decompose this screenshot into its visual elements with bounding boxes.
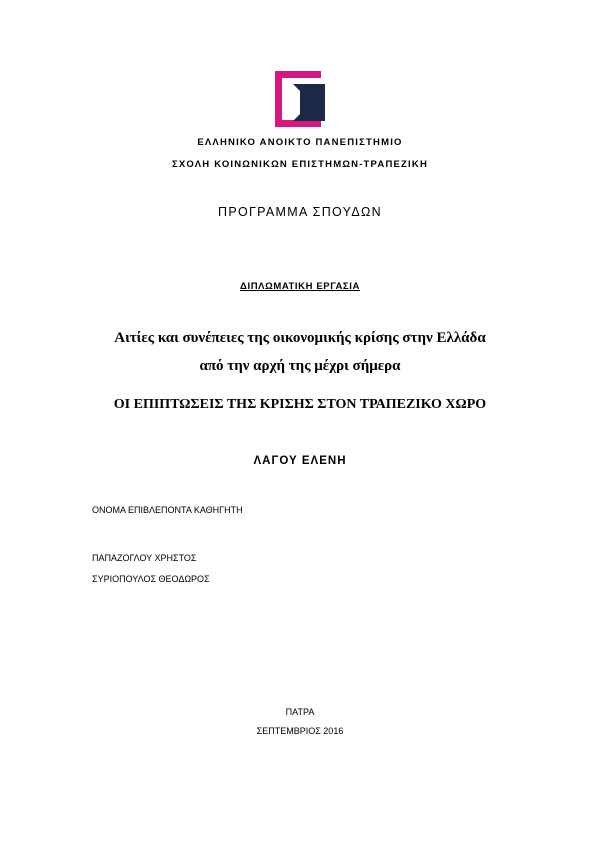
document-subtitle: ΟΙ ΕΠΙΠΤΩΣΕΙΣ ΤΗΣ ΚΡΙΣΗΣ ΣΤΟΝ ΤΡΑΠΕΖΙΚΟ ΧΩΡΟ [113,397,487,412]
supervisor-name: ΣΥΡΙΟΠΟΥΛΟΣ ΘΕΟΔΩΡΟΣ [92,574,210,584]
title-line-1: Αιτίες και συνέπειες της οικονομικής κρίσης στην Ελλάδα [114,330,486,346]
supervisor-name: ΠΑΠΑΖΟΓΛΟΥ ΧΡΗΣΤΟΣ [92,553,197,563]
title-line-2: από την αρχή της μέχρι σήμερα [199,358,401,374]
university-name: ΕΛΛΗΝΙΚΟ ΑΝΟΙΚΤΟ ΠΑΝΕΠΙΣΤΗΜΙΟ [197,137,403,148]
program-name: ΠΡΟΓΡΑΜΜΑ ΣΠΟΥΔΩΝ [218,205,382,219]
city: ΠΑΤΡΑ [285,707,315,717]
document-type-label: ΔΙΠΛΩΜΑΤΙΚΗ ΕΡΓΑΣΙΑ [240,281,360,292]
school-name: ΣΧΟΛΗ ΚΟΙΝΩΝΙΚΩΝ ΕΠΙΣΤΗΜΩΝ-ΤΡΑΠΕΖΙΚΗ [171,159,429,170]
university-logo-icon [275,71,325,127]
date: ΣΕΠΤΕΜΒΡΙΟΣ 2016 [256,726,344,736]
author-name: ΛΑΓΟΥ ΕΛΕΝΗ [253,455,347,467]
supervisor-label: ΟΝΟΜΑ ΕΠΙΒΛΕΠΟΝΤΑ ΚΑΘΗΓΗΤΗ [92,505,243,515]
